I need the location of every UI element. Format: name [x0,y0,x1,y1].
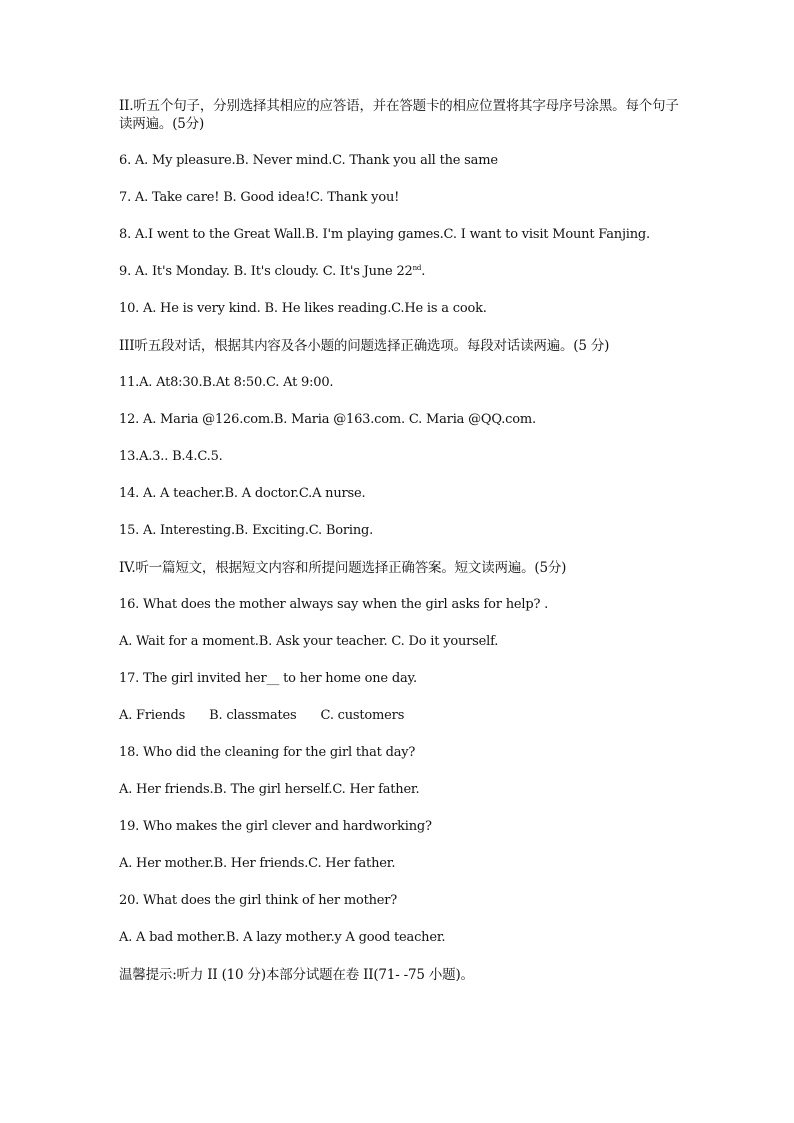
option-17-a: A. Friends [119,708,186,723]
listening-section [119,97,679,984]
reminder-tip: 温馨提示:听力 II (10 分)本部分试题在卷 II(71- -75 小题)。 [119,967,474,983]
question-17: 17. The girl invited her__ to her home one day. [119,671,417,686]
question-10: 10. A. He is very kind. B. He likes reading.C.He is a cook. [119,301,487,316]
section-3-heading: III听五段对话，根据其内容及各小题的问题选择正确选项。每段对话读两遍。(5 分) [119,338,610,354]
answer-options-20: A. A bad mother.B. A lazy mother.y A good teacher. [119,930,446,945]
question-9 [119,263,679,281]
question-15: 15. A. Interesting.B. Exciting.C. Boring. [119,523,374,538]
question-13: 13.A.3.. B.4.C.5. [119,449,223,464]
question-12: 12. A. Maria @126.com.B. Maria @163.com. C. Maria @QQ.com. [119,412,536,427]
question-6: 6. A. My pleasure.B. Never mind.C. Thank you all the same [119,153,498,168]
question-7: 7. A. Take care! B. Good idea!C. Thank you! [119,190,400,205]
question-14: 14. A. A teacher.B. A doctor.C.A nurse. [119,486,366,501]
option-17-b: B. classmates [209,708,297,723]
question-18: 18. Who did the cleaning for the girl that day? [119,745,416,760]
answer-options-17 [119,707,679,725]
question-20: 20. What does the girl think of her mother? [119,893,398,908]
answer-options-16: A. Wait for a moment.B. Ask your teacher. C. Do it yourself. [119,634,499,649]
answer-options-19: A. Her mother.B. Her friends.C. Her father. [119,856,396,871]
option-17-c: C. customers [320,708,405,723]
section-4-heading: IV.听一篇短文，根据短文内容和所提问题选择正确答案。短文读两遍。(5分) [119,560,567,576]
answer-options-18: A. Her friends.B. The girl herself.C. Her father. [119,782,420,797]
question-11: 11.A. At8:30.B.At 8:50.C. At 9:00. [119,375,334,390]
section-2-heading: II.听五个句子，分别选择其相应的应答语，并在答题卡的相应位置将其字母序号涂黑。每个句子读两遍。(5分) [119,98,679,132]
question-16: 16. What does the mother always say when the girl asks for help? . [119,597,549,612]
question-9-text: 9. A. It's Monday. B. It's cloudy. C. It's June 22 [119,264,413,279]
question-19: 19. Who makes the girl clever and hardworking? [119,819,432,834]
question-9-superscript: nd [412,264,422,272]
question-8: 8. A.I went to the Great Wall.B. I'm playing games.C. I want to visit Mount Fanjing. [119,227,650,242]
question-9-end: . [421,264,426,279]
